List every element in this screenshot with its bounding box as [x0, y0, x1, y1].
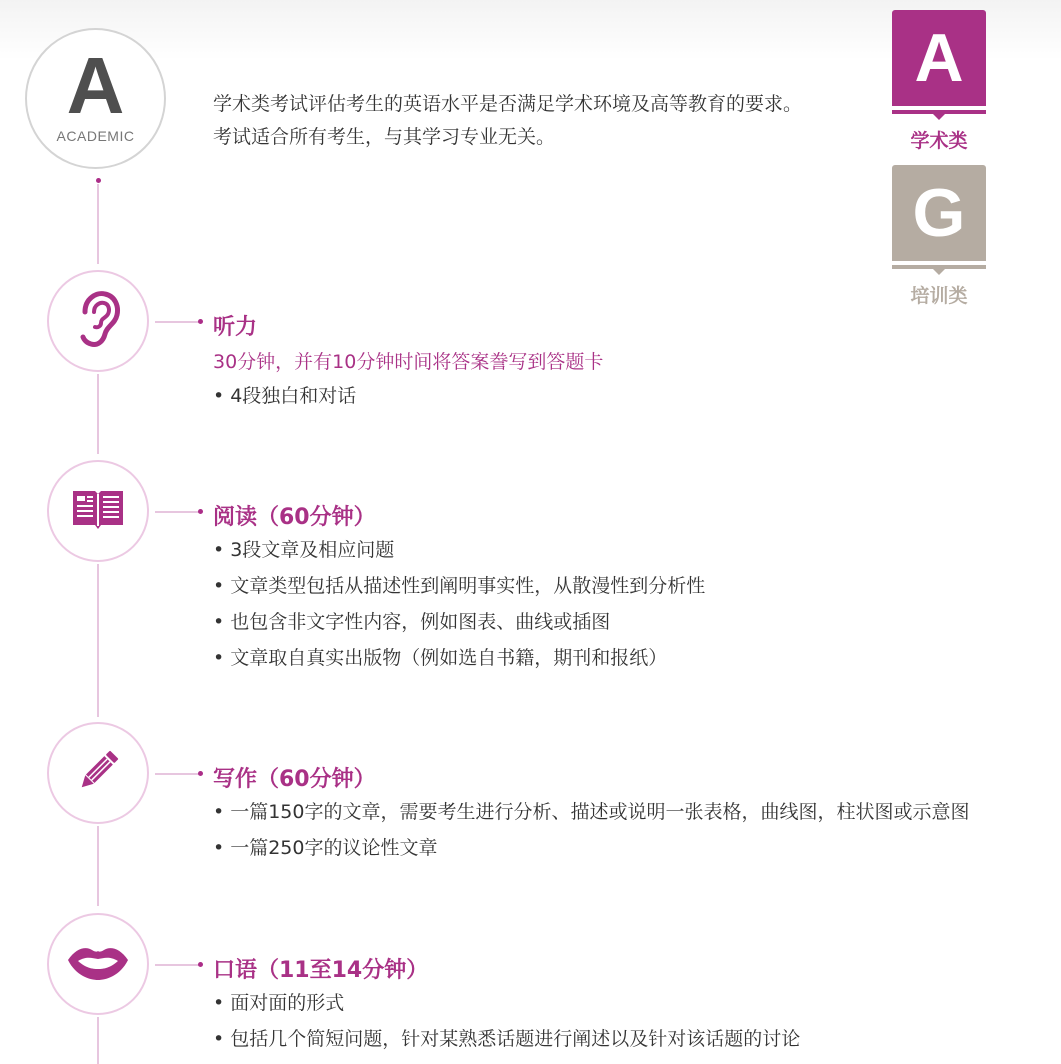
- reading-bullet: • 也包含非文字性内容，例如图表、曲线或插图: [213, 604, 705, 640]
- badge-letter: A: [892, 10, 986, 106]
- reading-icon-circle: [47, 460, 149, 562]
- badge-letter: G: [892, 165, 986, 261]
- speaking-bullet: • 包括几个简短问题，针对某熟悉话题进行阐述以及针对该话题的讨论: [213, 1021, 800, 1057]
- section-connector: [155, 773, 199, 775]
- timeline-line: [97, 826, 99, 906]
- lips-icon: [66, 942, 130, 987]
- section-connector: [155, 964, 199, 966]
- book-icon: [71, 487, 125, 536]
- section-dot: [198, 509, 203, 514]
- speaking-title: 口语（11至14分钟）: [213, 958, 429, 983]
- timeline-line: [97, 564, 99, 717]
- intro-line: 考试适合所有考生，与其学习专业无关。: [213, 126, 556, 148]
- speaking-icon-circle: [47, 913, 149, 1015]
- writing-bullets: [213, 794, 970, 866]
- section-connector: [155, 511, 199, 513]
- timeline-dot: [96, 178, 101, 183]
- listening-subtitle: 30分钟，并有10分钟时间将答案誊写到答题卡: [213, 351, 604, 373]
- writing-bullet: • 一篇250字的议论性文章: [213, 830, 970, 866]
- academic-badge[interactable]: [892, 10, 986, 110]
- writing-title: 写作（60分钟）: [213, 767, 376, 792]
- pencil-icon: [73, 746, 123, 801]
- section-dot: [198, 771, 203, 776]
- academic-emblem: [25, 28, 166, 169]
- writing-icon-circle: [47, 722, 149, 824]
- academic-emblem-letter: A: [66, 41, 125, 130]
- reading-bullets: [213, 532, 705, 676]
- badge-notch: [933, 269, 945, 275]
- intro-text: [213, 88, 802, 154]
- speaking-bullet: • 面对面的形式: [213, 985, 800, 1021]
- section-dot: [198, 962, 203, 967]
- timeline-line: [97, 184, 99, 264]
- academic-badge-label[interactable]: 学术类: [910, 131, 968, 152]
- reading-title: 阅读（60分钟）: [213, 505, 376, 530]
- section-dot: [198, 319, 203, 324]
- timeline-line: [97, 374, 99, 454]
- listening-bullet: • 4段独白和对话: [213, 378, 356, 414]
- intro-line: 学术类考试评估考生的英语水平是否满足学术环境及高等教育的要求。: [213, 93, 803, 115]
- academic-emblem-word: ACADEMIC: [56, 128, 135, 144]
- section-connector: [155, 321, 199, 323]
- reading-bullet: • 文章类型包括从描述性到阐明事实性，从散漫性到分析性: [213, 568, 705, 604]
- reading-bullet: • 3段文章及相应问题: [213, 532, 705, 568]
- listening-title: 听力: [213, 315, 258, 340]
- listening-icon-circle: [47, 270, 149, 372]
- writing-bullet: • 一篇150字的文章，需要考生进行分析、描述或说明一张表格，曲线图，柱状图或示意图: [213, 794, 970, 830]
- ear-icon: [73, 290, 123, 353]
- general-training-badge[interactable]: [892, 165, 986, 265]
- badge-notch: [933, 114, 945, 120]
- timeline-line: [97, 1017, 99, 1064]
- general-training-badge-label[interactable]: 培训类: [910, 286, 968, 307]
- reading-bullet: • 文章取自真实出版物（例如选自书籍，期刊和报纸）: [213, 640, 705, 676]
- speaking-bullets: [213, 985, 800, 1057]
